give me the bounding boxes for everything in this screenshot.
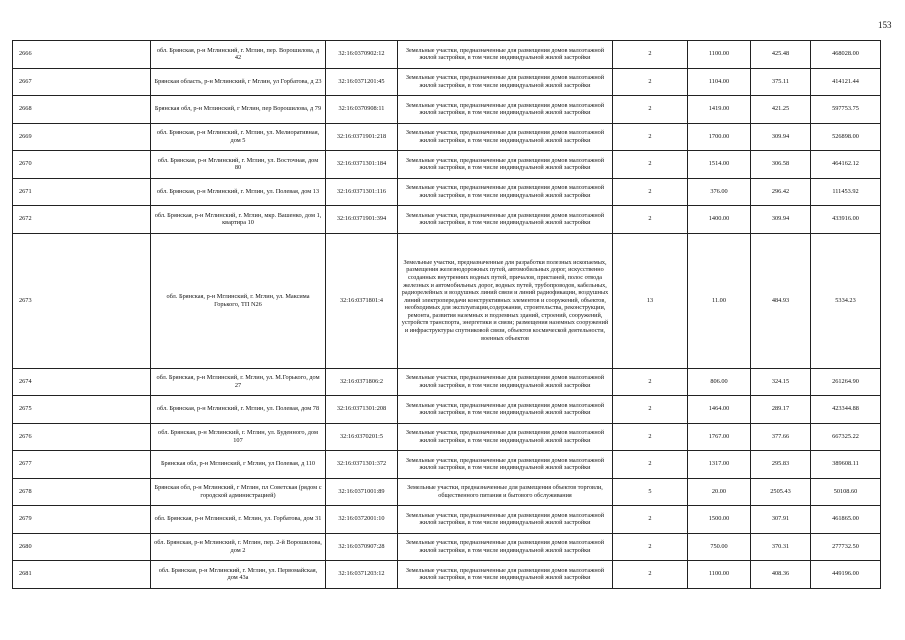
address-cell: Брянская обл, р-н Мглинский, г Мглин, пл Советская (рядом с городской администрацией): [151, 478, 326, 506]
row-number: 2681: [13, 561, 151, 589]
row-number: 2667: [13, 68, 151, 96]
area-cell: 1100.00: [688, 561, 751, 589]
area-cell: 1419.00: [688, 96, 751, 124]
cadastral-number-cell: 32:16:0371301:372: [326, 451, 398, 479]
row-number: 2677: [13, 451, 151, 479]
table-row: [13, 206, 881, 234]
cadastral-number-cell: 32:16:0370902:12: [326, 41, 398, 69]
table-row: [13, 233, 881, 368]
area-cell: 1700.00: [688, 123, 751, 151]
land-use-cell: Земельные участки, предназначенные для размещения домов малоэтажной жилой застройки, в том числе индивидуальной жилой застройки: [398, 123, 613, 151]
use-code-cell: 2: [613, 151, 688, 179]
use-code-cell: 2: [613, 368, 688, 396]
table-row: [13, 151, 881, 179]
area-cell: 1514.00: [688, 151, 751, 179]
address-cell: Брянская обл, р-н Мглинский, г Мглин, пер Ворошилова, д 79: [151, 96, 326, 124]
specific-value-cell: 309.94: [751, 206, 811, 234]
address-cell: обл. Брянская, р-н Мглинский, г. Мглин, ул. Первомайская, дом 43а: [151, 561, 326, 589]
cadastral-number-cell: 32:16:0371806:2: [326, 368, 398, 396]
specific-value-cell: 289.17: [751, 396, 811, 424]
row-number: 2676: [13, 423, 151, 451]
address-cell: обл. Брянская, р-н Мглинский, г. Мглин, ул. Максима Горького, ТП N26: [151, 233, 326, 368]
address-cell: Брянская обл, р-н Мглинский, г Мглин, ул Полевая, д 110: [151, 451, 326, 479]
specific-value-cell: 324.15: [751, 368, 811, 396]
area-cell: 1317.00: [688, 451, 751, 479]
cadastral-number-cell: 32:16:0371301:184: [326, 151, 398, 179]
use-code-cell: 13: [613, 233, 688, 368]
cadastral-value-cell: 423344.88: [811, 396, 881, 424]
use-code-cell: 2: [613, 123, 688, 151]
specific-value-cell: 296.42: [751, 178, 811, 206]
row-number: 2672: [13, 206, 151, 234]
cadastral-value-cell: 433916.00: [811, 206, 881, 234]
row-number: 2668: [13, 96, 151, 124]
page-number: 153: [878, 20, 892, 30]
land-use-cell: Земельные участки, предназначенные для размещения домов малоэтажной жилой застройки, в том числе индивидуальной жилой застройки: [398, 151, 613, 179]
use-code-cell: 2: [613, 96, 688, 124]
table-row: [13, 396, 881, 424]
address-cell: обл. Брянская, р-н Мглинский, г. Мглин, ул. Полевая, дом 78: [151, 396, 326, 424]
cadastral-number-cell: 32:16:0371901:218: [326, 123, 398, 151]
area-cell: 376.00: [688, 178, 751, 206]
cadastral-value-cell: 526898.00: [811, 123, 881, 151]
land-use-cell: Земельные участки, предназначенные для размещения домов малоэтажной жилой застройки, в том числе индивидуальной жилой застройки: [398, 533, 613, 561]
land-use-cell: Земельные участки, предназначенные для размещения домов малоэтажной жилой застройки, в том числе индивидуальной жилой застройки: [398, 368, 613, 396]
land-use-cell: Земельные участки, предназначенные для размещения домов малоэтажной жилой застройки, в том числе индивидуальной жилой застройки: [398, 423, 613, 451]
row-number: 2674: [13, 368, 151, 396]
table-row: [13, 506, 881, 534]
specific-value-cell: 484.93: [751, 233, 811, 368]
specific-value-cell: 307.91: [751, 506, 811, 534]
cadastral-number-cell: 32:16:0371301:116: [326, 178, 398, 206]
land-use-cell: Земельные участки, предназначенные для размещения домов малоэтажной жилой застройки, в том числе индивидуальной жилой застройки: [398, 396, 613, 424]
cadastral-number-cell: 32:16:0370201:5: [326, 423, 398, 451]
table-body: [13, 41, 881, 589]
address-cell: Брянская область, р-н Мглинский, г Мглин, ул Горбатова, д 23: [151, 68, 326, 96]
land-use-cell: Земельные участки, предназначенные для размещения домов малоэтажной жилой застройки, в том числе индивидуальной жилой застройки: [398, 206, 613, 234]
cadastral-value-cell: 111453.92: [811, 178, 881, 206]
use-code-cell: 2: [613, 206, 688, 234]
use-code-cell: 2: [613, 41, 688, 69]
use-code-cell: 2: [613, 506, 688, 534]
land-use-cell: Земельные участки, предназначенные для размещения домов малоэтажной жилой застройки, в том числе индивидуальной жилой застройки: [398, 41, 613, 69]
land-use-cell: Земельные участки, предназначенные для размещения домов малоэтажной жилой застройки, в том числе индивидуальной жилой застройки: [398, 561, 613, 589]
use-code-cell: 5: [613, 478, 688, 506]
use-code-cell: 2: [613, 178, 688, 206]
cadastral-number-cell: 32:16:0370908:11: [326, 96, 398, 124]
specific-value-cell: 370.31: [751, 533, 811, 561]
address-cell: обл. Брянская, р-н Мглинский, г. Мглин, пер. 2-й Ворошилова, дом 2: [151, 533, 326, 561]
cadastral-value-cell: 464162.12: [811, 151, 881, 179]
cadastral-number-cell: 32:16:0371301:208: [326, 396, 398, 424]
row-number: 2671: [13, 178, 151, 206]
use-code-cell: 2: [613, 423, 688, 451]
cadastral-number-cell: 32:16:0370907:28: [326, 533, 398, 561]
table-row: [13, 123, 881, 151]
specific-value-cell: 421.25: [751, 96, 811, 124]
specific-value-cell: 375.11: [751, 68, 811, 96]
area-cell: 1104.00: [688, 68, 751, 96]
cadastral-value-cell: 50108.60: [811, 478, 881, 506]
cadastral-number-cell: 32:16:0371203:12: [326, 561, 398, 589]
cadastral-number-cell: 32:16:0371901:394: [326, 206, 398, 234]
use-code-cell: 2: [613, 68, 688, 96]
area-cell: 806.00: [688, 368, 751, 396]
area-cell: 20.00: [688, 478, 751, 506]
cadastral-number-cell: 32:16:0371001:89: [326, 478, 398, 506]
table-row: [13, 561, 881, 589]
specific-value-cell: 295.83: [751, 451, 811, 479]
land-use-cell: Земельные участки, предназначенные для размещения домов малоэтажной жилой застройки, в том числе индивидуальной жилой застройки: [398, 96, 613, 124]
table-row: [13, 533, 881, 561]
specific-value-cell: 425.48: [751, 41, 811, 69]
area-cell: 1400.00: [688, 206, 751, 234]
row-number: 2666: [13, 41, 151, 69]
cadastral-value-cell: 261264.90: [811, 368, 881, 396]
use-code-cell: 2: [613, 451, 688, 479]
table-row: [13, 68, 881, 96]
area-cell: 11.00: [688, 233, 751, 368]
address-cell: обл. Брянская, р-н Мглинский, г. Мглин, ул. Буденного, дом 107: [151, 423, 326, 451]
row-number: 2679: [13, 506, 151, 534]
cadastral-value-cell: 449196.00: [811, 561, 881, 589]
table-row: [13, 368, 881, 396]
area-cell: 1767.00: [688, 423, 751, 451]
address-cell: обл. Брянская, р-н Мглинский, г. Мглин, пер. Ворошилова, д 42: [151, 41, 326, 69]
use-code-cell: 2: [613, 396, 688, 424]
specific-value-cell: 306.58: [751, 151, 811, 179]
specific-value-cell: 377.66: [751, 423, 811, 451]
cadastral-number-cell: 32:16:0371201:45: [326, 68, 398, 96]
table-row: [13, 451, 881, 479]
table-row: [13, 41, 881, 69]
address-cell: обл. Брянская, р-н Мглинский, г. Мглин, мкр. Вашенко, дом 1, квартира 10: [151, 206, 326, 234]
area-cell: 1100.00: [688, 41, 751, 69]
address-cell: обл. Брянская, р-н Мглинский, г. Мглин, ул. Горбатова, дом 31: [151, 506, 326, 534]
row-number: 2678: [13, 478, 151, 506]
use-code-cell: 2: [613, 561, 688, 589]
use-code-cell: 2: [613, 533, 688, 561]
specific-value-cell: 408.36: [751, 561, 811, 589]
area-cell: 1464.00: [688, 396, 751, 424]
cadastral-value-cell: 277732.50: [811, 533, 881, 561]
area-cell: 1500.00: [688, 506, 751, 534]
address-cell: обл. Брянская, р-н Мглинский, г. Мглин, ул. Восточная, дом 80: [151, 151, 326, 179]
cadastral-value-cell: 461865.00: [811, 506, 881, 534]
row-number: 2675: [13, 396, 151, 424]
cadastral-value-cell: 667325.22: [811, 423, 881, 451]
table-row: [13, 178, 881, 206]
cadastral-value-cell: 414121.44: [811, 68, 881, 96]
land-use-cell: Земельные участки, предназначенные для размещения домов малоэтажной жилой застройки, в том числе индивидуальной жилой застройки: [398, 506, 613, 534]
table-row: [13, 96, 881, 124]
address-cell: обл. Брянская, р-н Мглинский, г. Мглин, ул. Мелиоративная, дом 5: [151, 123, 326, 151]
table-row: [13, 423, 881, 451]
land-use-cell: Земельные участки, предназначенные для размещения объектов торговли, общественного питания и бытового обслуживания: [398, 478, 613, 506]
land-use-cell: Земельные участки, предназначенные для размещения домов малоэтажной жилой застройки, в том числе индивидуальной жилой застройки: [398, 451, 613, 479]
land-use-cell: Земельные участки, предназначенные для размещения домов малоэтажной жилой застройки, в том числе индивидуальной жилой застройки: [398, 178, 613, 206]
cadastral-value-cell: 468028.00: [811, 41, 881, 69]
specific-value-cell: 309.94: [751, 123, 811, 151]
address-cell: обл. Брянская, р-н Мглинский, г. Мглин, ул. М.Горького, дом 27: [151, 368, 326, 396]
row-number: 2680: [13, 533, 151, 561]
specific-value-cell: 2505.43: [751, 478, 811, 506]
cadastral-value-cell: 5334.23: [811, 233, 881, 368]
land-registry-table: [12, 40, 881, 589]
land-use-cell: Земельные участки, предназначенные для разработки полезных ископаемых, размещения железнодорожных путей, автомобильных дорог, искусственно созданных внутренних водных путей, причалов, пристаней, полос отвода железных и автомобильных дорог, водных путей, трубопроводов, кабельных, радиорелейных и воздушных линий связи и линий радиофикации, воздушных линий электропередачи конструктивных элементов и сооружений, объектов, необходимых для эксплуатации,содержания, строительства, реконструкции, ремонта, развития наземных и подземных зданий, строений, сооружений, устройств транспорта, энергетики и связи; размещения наземных сооружений и инфраструктуры спутниковой связи, объектов космической деятельности, военных объектов: [398, 233, 613, 368]
cadastral-number-cell: 32:16:0372001:10: [326, 506, 398, 534]
row-number: 2673: [13, 233, 151, 368]
cadastral-value-cell: 389608.11: [811, 451, 881, 479]
area-cell: 750.00: [688, 533, 751, 561]
cadastral-number-cell: 32:16:0371801:4: [326, 233, 398, 368]
row-number: 2670: [13, 151, 151, 179]
land-use-cell: Земельные участки, предназначенные для размещения домов малоэтажной жилой застройки, в том числе индивидуальной жилой застройки: [398, 68, 613, 96]
table-row: [13, 478, 881, 506]
row-number: 2669: [13, 123, 151, 151]
cadastral-value-cell: 597753.75: [811, 96, 881, 124]
address-cell: обл. Брянская, р-н Мглинский, г. Мглин, ул. Полевая, дом 13: [151, 178, 326, 206]
